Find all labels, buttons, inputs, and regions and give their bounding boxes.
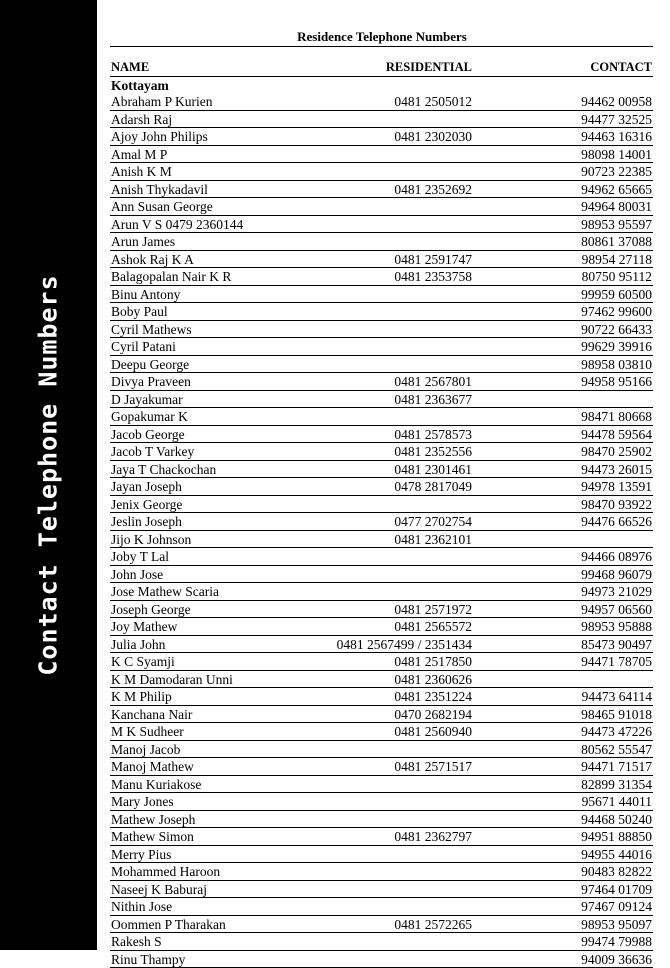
table-row (110, 181, 653, 199)
contact-cell: 94957 06560 (581, 601, 652, 618)
name-cell: Manoj Mathew (111, 758, 194, 775)
contact-cell: 97464 01709 (581, 881, 652, 898)
table-row (110, 793, 653, 811)
name-cell: Nithin Jose (111, 898, 172, 915)
table-row (110, 338, 653, 356)
contact-cell: 98470 25902 (581, 443, 652, 460)
table-row (110, 548, 653, 566)
name-cell: Deepu George (111, 356, 189, 373)
name-cell: M K Sudheer (111, 723, 184, 740)
residential-cell: 0481 2302030 (394, 128, 472, 145)
name-cell: Jacob T Varkey (111, 443, 194, 460)
table-row (110, 321, 653, 339)
contact-cell: 82899 31354 (581, 776, 652, 793)
contact-cell: 94463 16316 (581, 128, 652, 145)
table-row (110, 723, 653, 741)
contact-cell: 94471 71517 (581, 758, 652, 775)
contact-cell: 98465 91018 (581, 706, 652, 723)
residential-cell: 0481 2578573 (394, 426, 472, 443)
residential-cell: 0481 2353758 (394, 268, 472, 285)
contact-cell: 94958 95166 (581, 373, 652, 390)
contact-cell: 98470 93922 (581, 496, 652, 513)
table-row (110, 933, 653, 951)
page-title: Residence Telephone Numbers (112, 29, 652, 45)
table-row (110, 846, 653, 864)
contact-cell: 94468 50240 (581, 811, 652, 828)
name-cell: Gopakumar K (111, 408, 188, 425)
table-row (110, 216, 653, 234)
name-cell: Arun James (111, 233, 175, 250)
table-row (110, 251, 653, 269)
table-row (110, 478, 653, 496)
residential-cell: 0481 2362797 (394, 828, 472, 845)
residential-cell: 0481 2571972 (394, 601, 472, 618)
residential-cell: 0481 2301461 (394, 461, 472, 478)
name-cell: Naseej K Baburaj (111, 881, 207, 898)
table-row (110, 741, 653, 759)
table-row (110, 688, 653, 706)
table-row (110, 828, 653, 846)
contact-cell: 99474 79988 (581, 933, 652, 950)
residential-cell: 0481 2567499 / 2351434 (337, 636, 472, 653)
name-cell: Jose Mathew Scaria (111, 583, 219, 600)
name-cell: Anish Thykadavil (111, 181, 208, 198)
name-cell: Rinu Thampy (111, 951, 185, 968)
name-cell: K M Philip (111, 688, 172, 705)
contact-cell: 95671 44011 (582, 793, 652, 810)
contact-cell: 80861 37088 (581, 233, 652, 250)
name-cell: Kanchana Nair (111, 706, 192, 723)
table-row (110, 636, 653, 654)
table-row (110, 758, 653, 776)
table-row (110, 881, 653, 899)
name-cell: Jayan Joseph (111, 478, 182, 495)
residential-cell: 0481 2352692 (394, 181, 472, 198)
column-header-residential: RESIDENTIAL (386, 59, 472, 76)
table-row (110, 951, 653, 968)
name-cell: Jenix George (111, 496, 182, 513)
table-row (110, 163, 653, 181)
contact-cell: 94473 64114 (582, 688, 652, 705)
name-cell: Ashok Raj K A (111, 251, 194, 268)
contact-cell: 94477 32525 (581, 111, 652, 128)
contact-cell: 94462 00958 (581, 93, 652, 110)
name-cell: Amal M P (111, 146, 167, 163)
contact-cell: 94476 66526 (581, 513, 652, 530)
contact-cell: 94978 13591 (581, 478, 652, 495)
contact-cell: 97467 09124 (581, 898, 652, 915)
name-cell: Jeslin Joseph (111, 513, 182, 530)
residential-cell: 0481 2571517 (394, 758, 472, 775)
table-header (110, 59, 653, 77)
name-cell: Ajoy John Philips (111, 128, 208, 145)
table-row (110, 531, 653, 549)
table-row (110, 356, 653, 374)
table-row (110, 513, 653, 531)
contact-cell: 80750 95112 (582, 268, 652, 285)
name-cell: Manoj Jacob (111, 741, 180, 758)
table-row (110, 303, 653, 321)
contact-cell: 80562 55547 (581, 741, 652, 758)
residential-cell: 0481 2560940 (394, 723, 472, 740)
contact-cell: 90723 22385 (581, 163, 652, 180)
table-row (110, 111, 653, 129)
name-cell: Mathew Joseph (111, 811, 195, 828)
residential-cell: 0470 2682194 (394, 706, 472, 723)
table-row (110, 601, 653, 619)
residential-cell: 0481 2591747 (394, 251, 472, 268)
table-row (110, 898, 653, 916)
group-label: Kottayam (111, 77, 169, 94)
contact-cell: 98953 95888 (581, 618, 652, 635)
name-cell: Joseph George (111, 601, 191, 618)
contact-cell: 94955 44016 (581, 846, 652, 863)
name-cell: Arun V S 0479 2360144 (111, 216, 243, 233)
name-cell: Cyril Mathews (111, 321, 192, 338)
table-row (110, 811, 653, 829)
table-row (110, 653, 653, 671)
contact-cell: 98958 03810 (581, 356, 652, 373)
contact-cell: 99959 60500 (581, 286, 652, 303)
contact-cell: 94471 78705 (581, 653, 652, 670)
residential-cell: 0481 2567801 (394, 373, 472, 390)
directory-table (110, 59, 653, 968)
table-row (110, 268, 653, 286)
contact-cell: 94466 08976 (581, 548, 652, 565)
residential-cell: 0481 2360626 (394, 671, 472, 688)
table-row (110, 391, 653, 409)
name-cell: Cyril Patani (111, 338, 176, 355)
name-cell: Joby T Lal (111, 548, 169, 565)
name-cell: K M Damodaran Unni (111, 671, 233, 688)
table-body (110, 93, 653, 968)
table-row (110, 566, 653, 584)
name-cell: Adarsh Raj (111, 111, 172, 128)
name-cell: Merry Pius (111, 846, 171, 863)
name-cell: Divya Praveen (111, 373, 191, 390)
contact-cell: 90722 66433 (581, 321, 652, 338)
name-cell: Rakesh S (111, 933, 162, 950)
table-row (110, 286, 653, 304)
residential-cell: 0477 2702754 (394, 513, 472, 530)
contact-cell: 94478 59564 (581, 426, 652, 443)
group-heading (110, 77, 653, 94)
table-row (110, 373, 653, 391)
table-row (110, 583, 653, 601)
contact-cell: 94973 21029 (581, 583, 652, 600)
column-header-name: NAME (111, 59, 149, 76)
table-row (110, 671, 653, 689)
name-cell: Jacob George (111, 426, 185, 443)
table-row (110, 93, 653, 111)
name-cell: Julia John (111, 636, 165, 653)
residential-cell: 0481 2362101 (394, 531, 472, 548)
table-row (110, 916, 653, 934)
name-cell: Ann Susan George (111, 198, 213, 215)
contact-cell: 94951 88850 (581, 828, 652, 845)
residential-cell: 0478 2817049 (394, 478, 472, 495)
name-cell: Abraham P Kurien (111, 93, 212, 110)
table-row (110, 426, 653, 444)
contact-cell: 99629 39916 (581, 338, 652, 355)
table-row (110, 146, 653, 164)
contact-cell: 98098 14001 (581, 146, 652, 163)
contact-cell: 94473 47226 (581, 723, 652, 740)
contact-cell: 94473 26015 (581, 461, 652, 478)
residential-cell: 0481 2517850 (394, 653, 472, 670)
table-row (110, 233, 653, 251)
residential-cell: 0481 2351224 (394, 688, 472, 705)
contact-cell: 97462 99600 (581, 303, 652, 320)
contact-cell: 99468 96079 (581, 566, 652, 583)
name-cell: Jaya T Chackochan (111, 461, 216, 478)
name-cell: K C Syamji (111, 653, 175, 670)
name-cell: John Jose (111, 566, 163, 583)
column-header-contact: CONTACT (590, 59, 652, 76)
name-cell: Oommen P Tharakan (111, 916, 226, 933)
contact-cell: 90483 82822 (581, 863, 652, 880)
name-cell: D Jayakumar (111, 391, 183, 408)
name-cell: Boby Paul (111, 303, 168, 320)
residential-cell: 0481 2565572 (394, 618, 472, 635)
residential-cell: 0481 2363677 (394, 391, 472, 408)
name-cell: Mohammed Haroon (111, 863, 220, 880)
sidebar-band (0, 0, 97, 950)
contact-cell: 98954 27118 (582, 251, 652, 268)
table-row (110, 618, 653, 636)
name-cell: Mathew Simon (111, 828, 194, 845)
name-cell: Joy Mathew (111, 618, 177, 635)
name-cell: Jijo K Johnson (111, 531, 191, 548)
residential-cell: 0481 2572265 (394, 916, 472, 933)
sidebar-title: Contact Telephone Numbers (34, 274, 63, 675)
name-cell: Balagopalan Nair K R (111, 268, 231, 285)
table-row (110, 443, 653, 461)
contact-cell: 94962 65665 (581, 181, 652, 198)
title-divider (110, 46, 653, 47)
contact-cell: 98953 95097 (581, 916, 652, 933)
table-row (110, 128, 653, 146)
table-row (110, 198, 653, 216)
table-row (110, 776, 653, 794)
name-cell: Binu Antony (111, 286, 180, 303)
table-row (110, 706, 653, 724)
table-row (110, 863, 653, 881)
contact-cell: 85473 90497 (581, 636, 652, 653)
name-cell: Mary Jones (111, 793, 174, 810)
contact-cell: 94964 80031 (581, 198, 652, 215)
name-cell: Anish K M (111, 163, 172, 180)
table-row (110, 461, 653, 479)
residential-cell: 0481 2352556 (394, 443, 472, 460)
contact-cell: 98953 95597 (581, 216, 652, 233)
table-row (110, 408, 653, 426)
contact-cell: 94009 36636 (581, 951, 652, 968)
contact-cell: 98471 80668 (581, 408, 652, 425)
residential-cell: 0481 2505012 (394, 93, 472, 110)
table-row (110, 496, 653, 514)
name-cell: Manu Kuriakose (111, 776, 201, 793)
